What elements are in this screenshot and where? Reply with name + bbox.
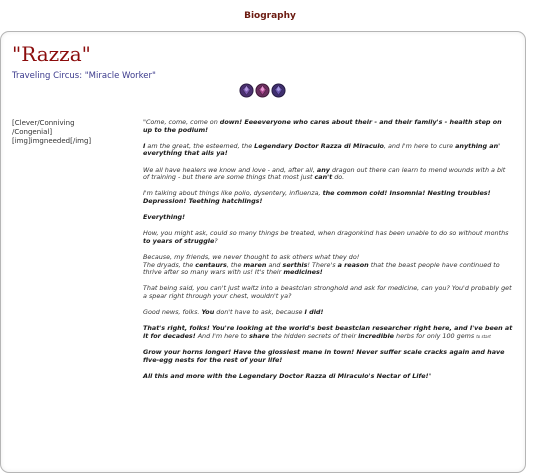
bio-paragraph: That being said, you can't just waltz into a beastclan stronghold and ask for medicine, can you? You'd probably get a spear right through your chest, wouldn't ya? xyxy=(143,284,512,301)
traits-block xyxy=(12,119,132,146)
bio-paragraph: "Come, come, come on down! Eeeeveryone who cares about their - and their family's - health step on up to the podium! xyxy=(143,118,502,134)
bio-paragraph: Grow your horns longer! Have the glossiest mane in town! Never suffer scale cracks again and have five-egg nests for the rest of your life! xyxy=(143,348,505,364)
bio-paragraph: Everything! xyxy=(143,213,186,222)
dragon-subtitle: Traveling Circus: "Miracle Worker" xyxy=(12,71,156,81)
trait-line: [Clever/Conniving xyxy=(12,119,75,127)
bio-paragraph: I am the great, the esteemed, the Legendary Doctor Razza di Miraculo, and I'm here to cure anything an' everything that ails ya! xyxy=(143,141,501,158)
violet-gem-icon xyxy=(271,83,286,98)
bio-paragraph: Good news, folks. You don't have to ask, because I did! xyxy=(143,308,324,317)
header-bar xyxy=(0,0,540,28)
page-title: Biography xyxy=(244,11,296,21)
biography-text xyxy=(143,119,513,389)
trait-line: [img]imgneeded[/img] xyxy=(12,137,92,145)
bio-paragraph: All this and more with the Legendary Doctor Razza di Miraculo's Nectar of Life!" xyxy=(143,372,432,380)
bio-paragraph: I'm talking about things like polio, dysentery, influenza, the common cold! Insomnia! Nesting troubles! Depression! Teething hatchlings! xyxy=(143,189,491,205)
bio-paragraph: We all have healers we know and love - and, after all, any dragon out there can learn to mend wounds with a bit of training - but there are some things that most just can't do. xyxy=(143,165,506,182)
bio-paragraph: How, you might ask, could so many things be treated, when dragonkind has been unable to do so without months to years of struggle? xyxy=(143,229,509,245)
magenta-gem-icon xyxy=(255,83,270,98)
dragon-name: "Razza" xyxy=(12,42,91,66)
bio-paragraph: Because, my friends, we never thought to ask others what they do! The dryads, the centaurs, the maren and serthis! There's a reason that the beast people have continued to thrive after so many wars with us! It's their medicines! xyxy=(143,253,500,277)
gem-row xyxy=(239,83,287,99)
bio-paragraph: That's right, folks! You're looking at the world's best beastclan researcher right here, and I've been at it for decades! And I'm here to share the hidden secrets of their incredible herbs for only 100 gems to start xyxy=(143,324,513,341)
purple-gem-icon xyxy=(239,83,254,98)
trait-line: /Congenial] xyxy=(12,128,53,136)
